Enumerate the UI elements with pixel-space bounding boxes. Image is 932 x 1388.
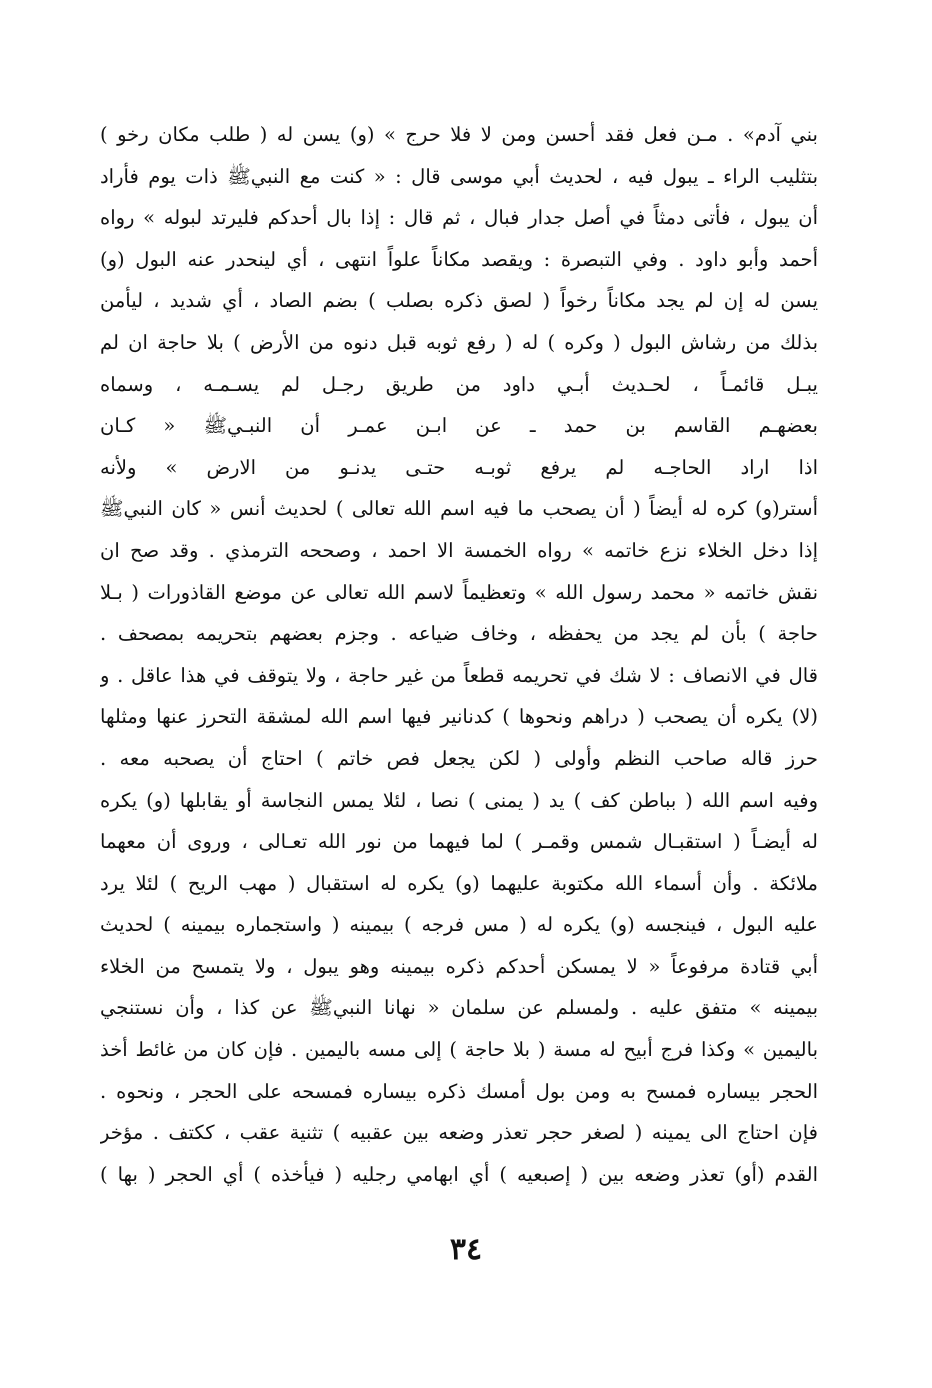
text-line: حاجة ) بأن لم يجد من يحفظه ، وخاف ضياعه . وجزم بعضهم بتحريمه بمصحف .	[100, 622, 818, 646]
text-line: فإن احتاج الى يمينه ( لصغر حجر تعذر وضعه بين عقبيه ) تثنية عقب ، ككتف . مؤخر	[100, 1121, 818, 1145]
text-line: بيمينه » متفق عليه . ولمسلم عن سلمان « نهانا النبيﷺ عن كذا ، وأن نستنجي	[100, 996, 818, 1020]
text-line: أستر(و) كره له أيضاً ( أن يصحب ما فيه اسم الله تعالى ) لحديث أنس « كان النبيﷺ	[100, 497, 818, 521]
text-line: أبي قتادة مرفوعاً « لا يمسكن أحدكم ذكره بيمينه وهو يبول ، ولا يتمسح من الخلاء	[100, 954, 818, 978]
text-line: بني آدم» . مـن فعل فقد أحسن ومن لا فلا حرج » (و) يسن له ( طلب مكان رخو )	[100, 123, 818, 146]
page-number: ٣٤	[449, 1232, 483, 1267]
text-line: إذا دخل الخلاء نزع خاتمه » رواه الخمسة الا احمد ، وصححه الترمذي . وقد صح ان	[100, 538, 818, 562]
text-line: له أيضـاً ( استقبـال شمس وقمـر ) لما فيهما من نور الله تعـالى ، وروى أن معهما	[100, 830, 818, 854]
text-line: باليمين » وكذا فرج أبيح له مسة ( بلا حاجة ) إلى مسه باليمين . فإن كان من غائط أخذ	[100, 1038, 818, 1062]
text-line: يبـل قائمـاً ، لحـديث أبـي داود من طريق رجـل لم يسـمـه ، وسماه	[100, 372, 818, 396]
text-line: وفيه اسم الله ( بباطن كف ) يد ( يمنى ) نصا ، لئلا يمس النجاسة أو يقابلها (و) يكره	[100, 788, 818, 812]
text-line: ملائكة . وأن أسماء الله مكتوبة عليهما (و) يكره له استقبال ( مهب الريح ) لئلا يرد	[100, 871, 818, 895]
text-line: أن يبول ، فأتى دمثاً في أصل جدار فبال ، ثم قال : إذا بال أحدكم فليرتد لبوله » رواه	[100, 206, 818, 230]
text-line: اذا اراد الحاجـه لم يرفع ثوبـه حتـى يدنـو من الارض » ولأنه	[100, 455, 818, 479]
text-line: حرز قاله صاحب النظم وأولى ( لكن يجعل فص خاتم ) احتاج أن يصحبه معه .	[100, 746, 818, 770]
text-line: (لا) يكره أن يصحب ( دراهم ونحوها ) كدنانير فيها اسم الله لمشقة التحرز عنها ومثلها	[100, 705, 818, 729]
text-line: بعضهـم القاسم بن حمد ـ عن ابـن عمـر أن النبـيﷺ « كـان	[100, 414, 818, 438]
text-line: قال في الانصاف : لا شك في تحريمه قطعاً من غير حاجة ، ولا يتوقف في هذا عاقل . و	[100, 663, 818, 687]
text-line: بذلك من رشاش البول ( وكره ) له ( رفع ثوبه قبل دنوه من الأرض ) بلا حاجة ان لم	[100, 330, 818, 354]
body-text	[100, 114, 818, 1195]
text-line: بتثليب الراء ـ يبول فيه ، لحديث أبي موسى قال : « كنت مع النبيﷺ ذات يوم فأراد	[100, 164, 818, 188]
text-line: الحجر بيساره فمسح به ومن بول أمسك ذكره بيساره فمسحه على الحجر ، ونحوه .	[100, 1079, 818, 1103]
text-line: نقش خاتمه « محمد رسول الله » وتعظيماً لاسم الله تعالى عن موضع القاذورات ( بـلا	[100, 580, 818, 604]
text-line: أحمد وأبو داود . وفي التبصرة : ويقصد مكاناً علواً انتهى ، أي لينحدر عنه البول (و)	[100, 247, 818, 271]
text-line: يسن له إن لم يجد مكاناً رخواً ( لصق ذكره بصلب ) بضم الصاد ، أي شديد ، ليأمن	[100, 289, 818, 313]
text-line: القدم (أو) تعذر وضعه بين ( إصبعيه ) أي ابهامي رجليه ( فيأخذه ) أي الحجر ( بها )	[100, 1162, 818, 1186]
text-line: عليه البول ، فينجسه (و) يكره له ( مس فرجه ) بيمينه ( واستجماره بيمينه ) لحديث	[100, 913, 818, 937]
